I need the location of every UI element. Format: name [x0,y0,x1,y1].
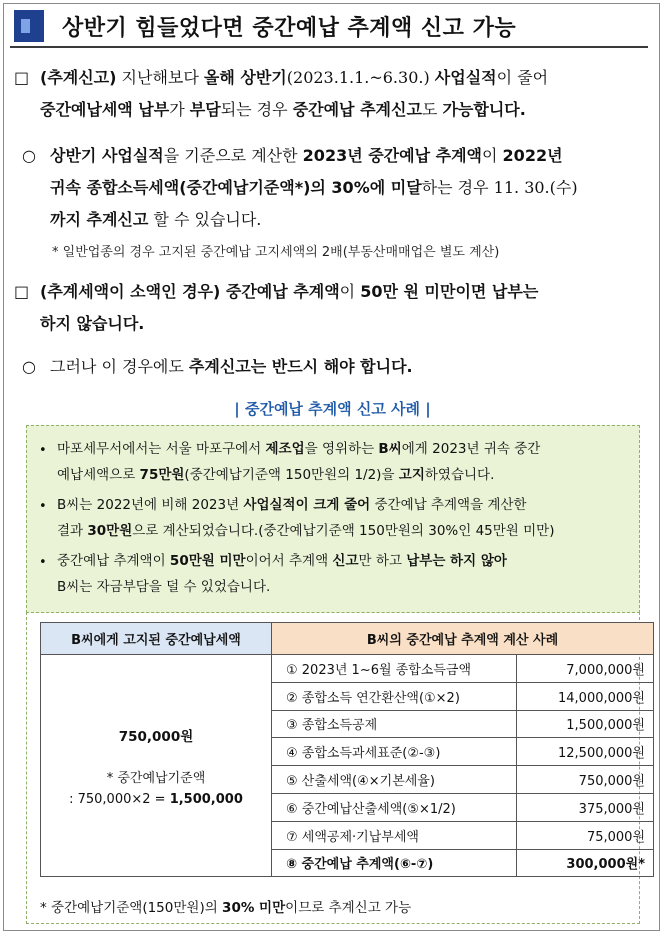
calc-item-name: ④ 종합소득과세표준(②-③) [272,738,517,766]
text-segment: 에게 2023년 귀속 중간 [401,441,541,457]
text-segment: 하였습니다. [424,467,495,483]
text-segment: B씨는 자금부담을 덜 수 있었습니다. [57,579,271,595]
table-row [41,655,654,683]
table-header-right: B씨의 중간예납 추계액 계산 사례 [272,623,654,655]
text-segment: (추계세액이 소액인 경우) 중간예납 추계액 [40,282,340,301]
text-segment: 50만 원 미만이면 납부는 [360,282,539,301]
text-segment: 그러나 이 경우에도 [50,357,189,376]
calc-item-value: 750,000원 [517,766,654,794]
text-segment: 2023년 중간예납 추계액 [302,146,482,165]
text-segment: 도 [421,100,443,119]
text-segment: 하는 경우 11. 30.(수) [421,178,578,197]
text-segment: 상반기 사업실적 [50,146,164,165]
p2-note: * 일반업종의 경우 고지된 중간예납 고지세액의 2배(부동산매매업은 별도 계산) [52,245,500,260]
text-segment: (추계신고) [40,68,117,87]
text-segment: * 중간예납기준액(150만원)의 [40,900,223,916]
text-segment: 중간예납 추계액을 계산한 [370,497,527,513]
notified-note-2-prefix: : 750,000×2 = [69,791,170,807]
calc-item-value: 75,000원 [517,821,654,849]
text-segment: 으로 계산되었습니다.(중간예납기준액 150만원의 30%인 45만원 미만) [132,523,555,539]
text-segment: 을 기준으로 계산한 [163,146,303,165]
calc-item-name: ② 종합소득 연간환산액(①×2) [272,682,517,710]
text-segment: 신고 [332,553,359,569]
p4-line-1 [50,351,413,382]
text-segment: 예납세액으로 [57,467,140,483]
text-segment: 되는 경우 [220,100,293,119]
case-bullet-dot: • [39,555,47,570]
calc-item-value: 375,000원 [517,793,654,821]
text-segment: 을 영위하는 [304,441,379,457]
text-segment: 중간예납세액 납부 [40,100,170,119]
text-segment: 만 하고 [358,553,407,569]
calc-item-value: 300,000원* [517,849,654,877]
calc-item-value: 1,500,000원 [517,710,654,738]
text-segment: B씨는 2022년에 비해 2023년 [57,497,244,513]
notified-note-2 [41,792,271,807]
text-segment: 귀속 종합소득세액(중간예납기준액*)의 30%에 미달 [50,178,422,197]
text-segment: 결과 [57,523,88,539]
calc-item-value: 7,000,000원 [517,655,654,683]
text-segment: 올해 상반기 [203,68,287,87]
text-segment: 75만원 [139,467,185,483]
notified-tax-cell [41,655,272,877]
case-bullet-1-line-2 [57,462,494,488]
case-bullet-dot: • [39,443,47,458]
p2-bullet: ○ [22,146,36,165]
page-title: 상반기 힘들었다면 중간예납 추계액 신고 가능 [62,16,517,41]
calc-item-name: ⑤ 산출세액(④×기본세율) [272,766,517,794]
title-bar [10,8,648,48]
p4-bullet: ○ [22,357,36,376]
calc-item-value: 14,000,000원 [517,682,654,710]
case-section-title: | 중간예납 추계액 신고 사례 | [234,400,431,418]
text-segment: 제조업 [265,441,305,457]
calc-item-name: ⑧ 중간예납 추계액(⑥-⑦) [272,849,517,877]
case-bullet-1-line-1 [57,436,540,462]
text-segment: 마포세무서에서는 서울 마포구에서 [57,441,266,457]
text-segment: 이므로 추계신고 가능 [285,900,412,916]
title-square-icon [14,10,44,42]
calc-item-name: ⑥ 중간예납산출세액(⑤×1/2) [272,793,517,821]
notified-note-2-value: 1,500,000 [169,791,243,807]
text-segment: 30% 미만 [222,900,286,916]
table-body [41,655,654,877]
text-segment: 가 [169,100,190,119]
p1-bullet: □ [14,68,30,87]
p3-bullet: □ [14,282,30,301]
calc-item-value: 12,500,000원 [517,738,654,766]
case-bullet-2-line-2 [57,518,554,544]
text-segment: 하지 않습니다. [40,314,145,333]
text-segment: B씨 [378,441,402,457]
text-segment: 납부는 하지 않아 [406,553,507,569]
text-segment: 2022년 [502,146,563,165]
text-segment: (중간예납기준액 150만원의 1/2)을 [184,467,399,483]
case-summary-box [26,425,640,613]
text-segment: 고지 [398,467,425,483]
footnote [40,896,411,916]
text-segment: 30만원 [87,523,133,539]
text-segment: 이어서 추계액 [245,553,333,569]
table-header-left: B씨에게 고지된 중간예납세액 [41,623,272,655]
text-segment: 이 [482,146,503,165]
text-segment: 까지 추계신고 [50,210,149,229]
text-segment: 중간예납 추계액이 [57,553,170,569]
text-segment: 이 줄어 [496,68,549,87]
p1-line-1 [40,62,548,93]
text-segment: 중간예납 추계신고 [292,100,422,119]
p3-line-2 [40,308,144,339]
calc-item-name: ⑦ 세액공제·기납부세액 [272,821,517,849]
case-bullet-3-line-1 [57,548,507,574]
case-bullet-dot: • [39,499,47,514]
p1-line-2 [40,94,526,125]
notified-amount: 750,000원 [118,728,194,745]
case-bullet-3-line-2 [57,574,270,600]
p2-line-3 [50,204,261,235]
calc-item-name: ① 2023년 1~6월 종합소득금액 [272,655,517,683]
text-segment: 할 수 있습니다. [148,210,262,229]
p2-line-2 [50,172,578,203]
text-segment: 추계신고는 반드시 해야 합니다. [188,357,413,376]
case-bullet-2-line-1 [57,492,527,518]
calculation-table [40,622,654,877]
text-segment: 사업실적이 크게 줄어 [243,497,371,513]
notified-note-1: * 중간예납기준액 [106,770,206,786]
text-segment: 부담 [189,100,221,119]
text-segment: 가능합니다. [442,100,526,119]
text-segment: 50만원 미만 [169,553,246,569]
p3-line-1 [40,276,538,307]
text-segment: (2023.1.1.~6.30.) [286,68,435,87]
calc-item-name: ③ 종합소득공제 [272,710,517,738]
text-segment: 지난해보다 [116,68,204,87]
p2-line-1 [50,140,563,171]
text-segment: 사업실적 [434,68,497,87]
text-segment: 이 [339,282,361,301]
